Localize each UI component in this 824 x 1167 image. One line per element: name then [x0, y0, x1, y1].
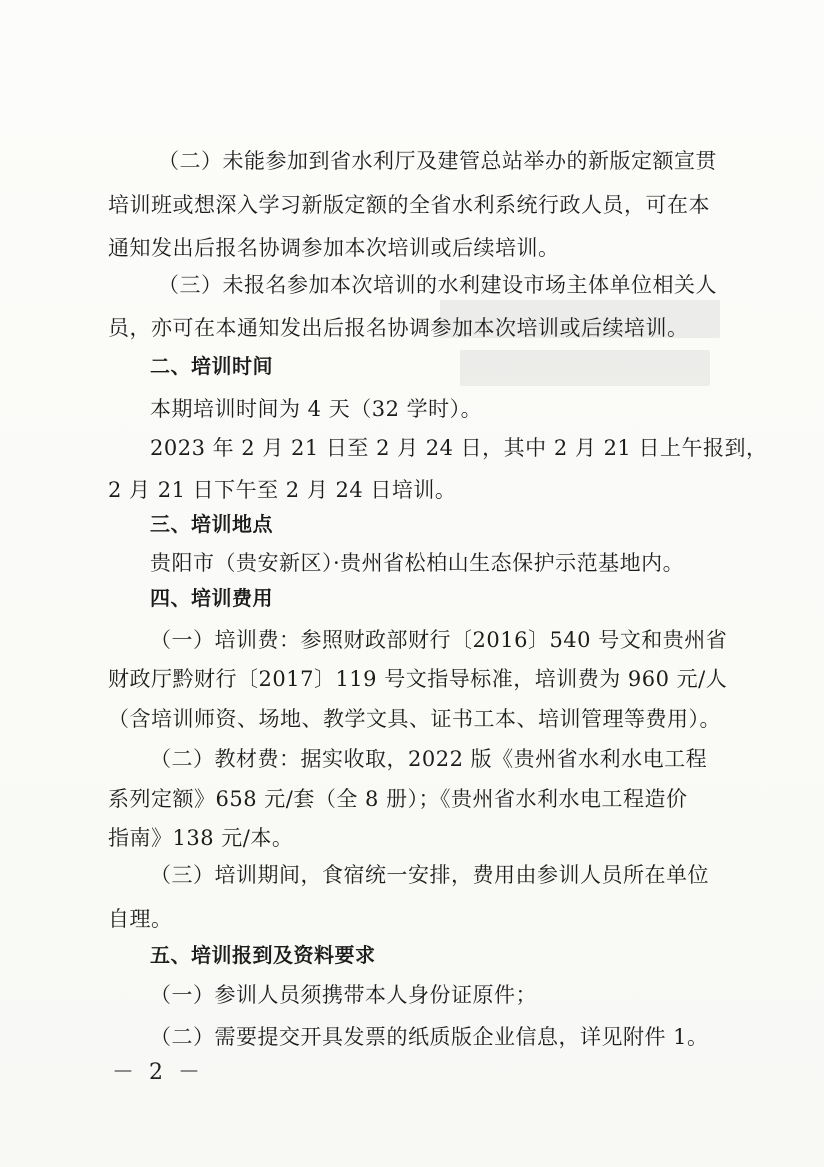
paragraph-line-18: （一）参训人员须携带本人身份证原件；: [150, 983, 537, 1007]
bleed-through-mark: [440, 290, 730, 400]
section-heading-training-location: 三、培训地点: [150, 512, 273, 536]
paragraph-line-8: 2 月 21 日下午至 2 月 24 日培训。: [108, 478, 457, 502]
paragraph-line-19: （二）需要提交开具发票的纸质版企业信息，详见附件 1。: [150, 1025, 709, 1049]
paragraph-line-10: （一）培训费：参照财政部财行〔2016〕540 号文和贵州省: [150, 628, 728, 652]
paragraph-line-16: （三）培训期间，食宿统一安排，费用由参训人员所在单位: [150, 863, 709, 887]
paragraph-line-1: （二）未能参加到省水利厅及建管总站举办的新版定额宣贯: [158, 149, 717, 173]
paragraph-line-3: 通知发出后报名协调参加本次培训或后续培训。: [108, 236, 560, 260]
section-heading-training-fees: 四、培训费用: [150, 586, 273, 610]
paragraph-line-17: 自理。: [108, 907, 173, 931]
paragraph-line-6: 本期培训时间为 4 天（32 学时）。: [150, 397, 483, 421]
paragraph-line-15: 指南》138 元/本。: [108, 826, 294, 850]
paragraph-line-2: 培训班或想深入学习新版定额的全省水利系统行政人员，可在本: [108, 193, 710, 217]
paragraph-line-14: 系列定额》658 元/套（全 8 册）；《贵州省水利水电工程造价: [108, 787, 688, 811]
paragraph-line-12: （含培训师资、场地、教学文具、证书工本、培训管理等费用）。: [108, 707, 721, 731]
paragraph-line-9: 贵阳市（贵安新区）·贵州省松柏山生态保护示范基地内。: [150, 551, 685, 575]
page-number: － 2 －: [112, 1060, 204, 1085]
paragraph-line-5: 员，亦可在本通知发出后报名协调参加本次培训或后续培训。: [108, 316, 689, 340]
section-heading-registration-requirements: 五、培训报到及资料要求: [150, 943, 376, 967]
paragraph-line-7: 2023 年 2 月 21 日至 2 月 24 日，其中 2 月 21 日上午报到，: [150, 436, 768, 460]
paragraph-line-4: （三）未报名参加本次培训的水利建设市场主体单位相关人: [158, 273, 717, 297]
paragraph-line-13: （二）教材费：据实收取，2022 版《贵州省水利水电工程: [150, 747, 708, 771]
section-heading-training-time: 二、培训时间: [150, 354, 273, 378]
paragraph-line-11: 财政厅黔财行〔2017〕119 号文指导标准，培训费为 960 元/人: [108, 667, 728, 691]
